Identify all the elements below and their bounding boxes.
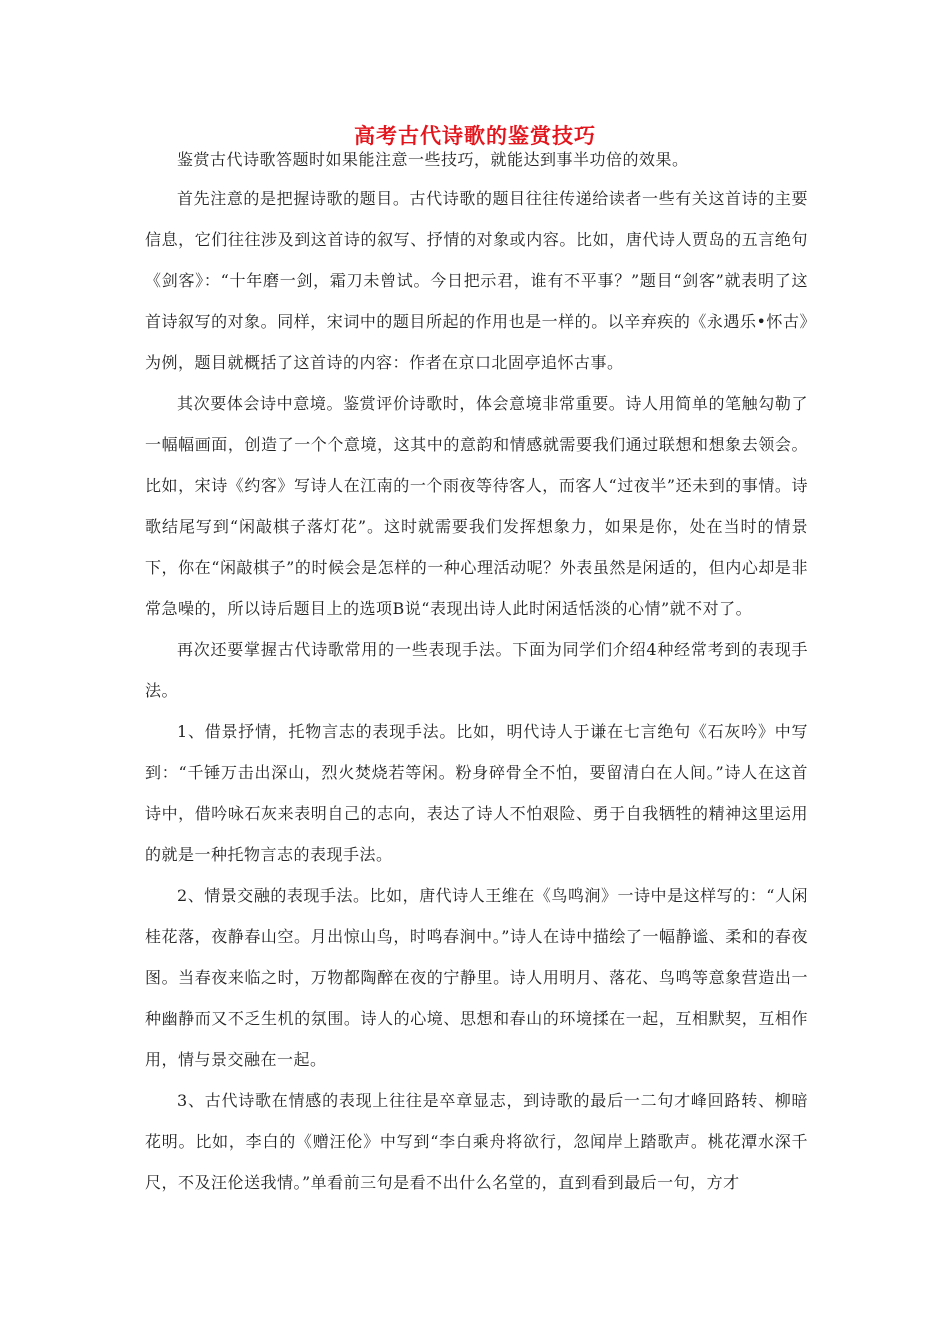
paragraph-mood-tip: 其次要体会诗中意境。鉴赏评价诗歌时，体会意境非常重要。诗人用简单的笔触勾勒了一幅幅画面，创造了一个个意境，这其中的意韵和情感就需要我们通过联想和想象去领会。比如，宋诗《约客》写诗人在江南的一个雨夜等待客人，而客人“过夜半”还未到的事情。诗歌结尾写到“闲敲棋子落灯花”。这时就需要我们发挥想象力，如果是你，处在当时的情景下，你在“闲敲棋子”的时候会是怎样的一种心理活动呢？外表虽然是闲适的，但内心却是非常急噪的，所以诗后题目上的选项B说“表现出诗人此时闲适恬淡的心情”就不对了。 bbox=[145, 394, 808, 618]
paragraph-technique-3: 3、古代诗歌在情感的表现上往往是卒章显志，到诗歌的最后一二句才峰回路转、柳暗花明。比如，李白的《赠汪伦》中写到“李白乘舟将欲行，忽闻岸上踏歌声。桃花潭水深千尺，不及汪伦送我情。”单看前三句是看不出什么名堂的，直到看到最后一句，方才 bbox=[145, 1091, 808, 1192]
paragraph-technique-1: 1、借景抒情，托物言志的表现手法。比如，明代诗人于谦在七言绝句《石灰吟》中写到：“千锤万击出深山，烈火焚烧若等闲。粉身碎骨全不怕，要留清白在人间。”诗人在这首诗中，借吟咏石灰来表明自己的志向，表达了诗人不怕艰险、勇于自我牺牲的精神这里运用的就是一种托物言志的表现手法。 bbox=[145, 722, 808, 864]
paragraph-title-tip: 首先注意的是把握诗歌的题目。古代诗歌的题目往往传递给读者一些有关这首诗的主要信息，它们往往涉及到这首诗的叙写、抒情的对象或内容。比如，唐代诗人贾岛的五言绝句《剑客》：“十年磨一剑，霜刀未曾试。今日把示君，谁有不平事？”题目“剑客”就表明了这首诗叙写的对象。同样，宋词中的题目所起的作用也是一样的。以辛弃疾的《永遇乐•怀古》为例，题目就概括了这首诗的内容：作者在京口北固亭追怀古事。 bbox=[145, 189, 808, 372]
document-title: 高考古代诗歌的鉴赏技巧 bbox=[354, 124, 596, 148]
paragraph-technique-intro: 再次还要掌握古代诗歌常用的一些表现手法。下面为同学们介绍4种经常考到的表现手法。 bbox=[145, 640, 808, 700]
paragraph-intro: 鉴赏古代诗歌答题时如果能注意一些技巧，就能达到事半功倍的效果。 bbox=[177, 150, 689, 169]
paragraph-technique-2: 2、情景交融的表现手法。比如，唐代诗人王维在《鸟鸣涧》一诗中是这样写的：“人闲桂花落，夜静春山空。月出惊山鸟，时鸣春涧中。”诗人在诗中描绘了一幅静谧、柔和的春夜图。当春夜来临之时，万物都陶醉在夜的宁静里。诗人用明月、落花、鸟鸣等意象营造出一种幽静而又不乏生机的氛围。诗人的心境、思想和春山的环境揉在一起，互相默契，互相作用，情与景交融在一起。 bbox=[145, 886, 808, 1069]
document-body bbox=[145, 148, 808, 1203]
